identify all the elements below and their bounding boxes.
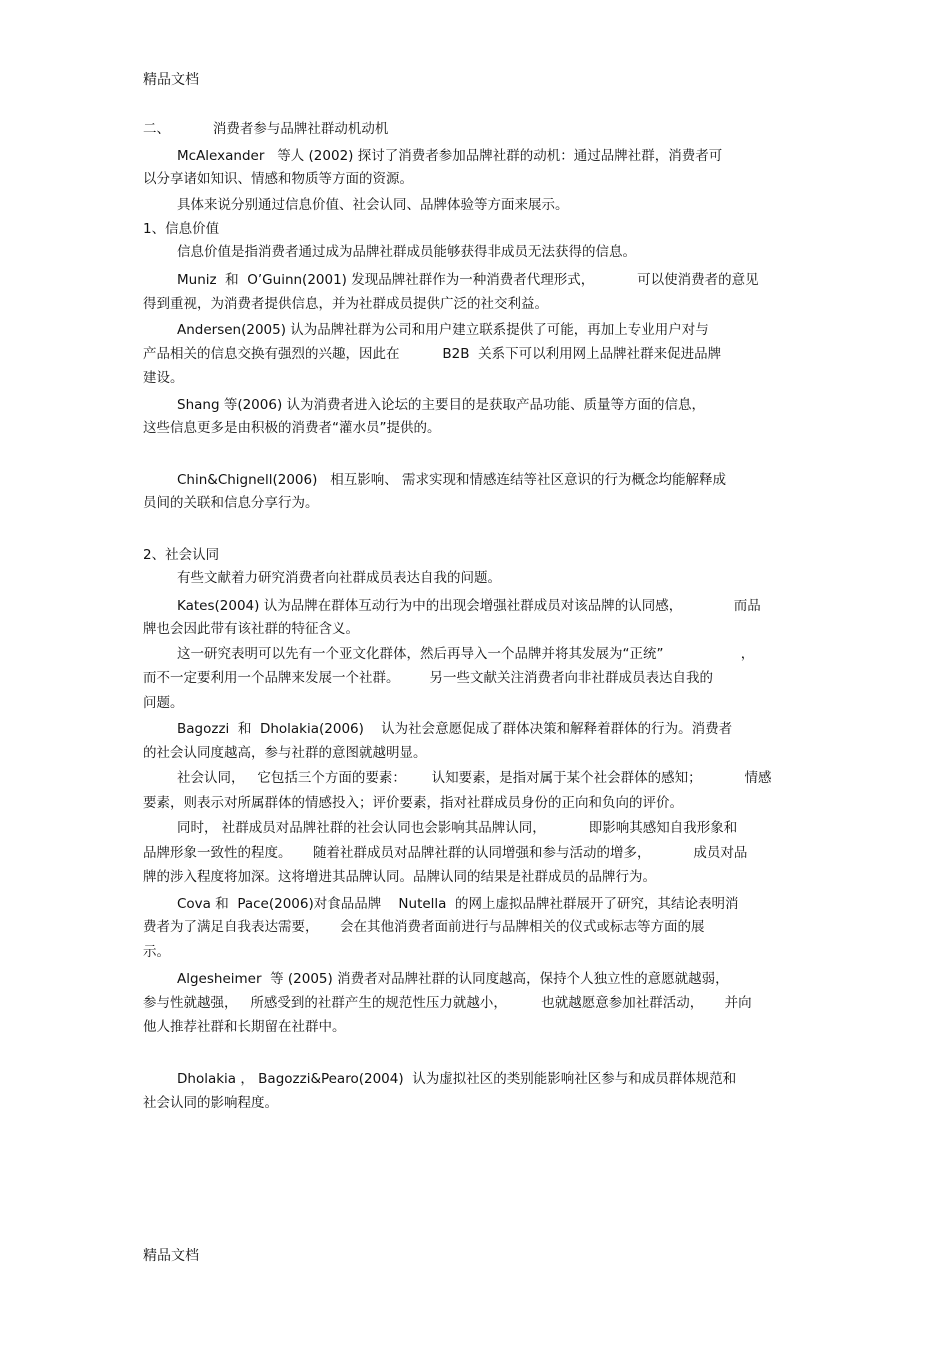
- paragraph-line: Andersen(2005) 认为品牌社群为公司和用户建立联系提供了可能，再加上专业用户对与: [177, 322, 709, 338]
- paragraph-line: 社会认同， 它包括三个方面的要素： 认知要素，是指对属于某个社会群体的感知； 情感: [177, 770, 772, 786]
- paragraph-line: Cova 和 Pace(2006)对食品品牌 Nutella 的网上虚拟品牌社群展开了研究，其结论表明消: [177, 896, 739, 912]
- paragraph-line: 以分享诸如知识、情感和物质等方面的资源。: [143, 171, 413, 187]
- paragraph-line: 他人推荐社群和长期留在社群中。: [143, 1019, 346, 1035]
- paragraph-line: Chin&Chignell(2006) 相互影响、 需求实现和情感连结等社区意识的行为概念均能解释成: [177, 472, 727, 488]
- paragraph-line: 牌的涉入程度将加深。这将增进其品牌认同。品牌认同的结果是社群成员的品牌行为。: [143, 869, 656, 885]
- page-footer: 精品文档: [143, 1248, 199, 1264]
- subsection-heading: 2、社会认同: [143, 547, 220, 563]
- paragraph-line: 要素，则表示对所属群体的情感投入；评价要素，指对社群成员身份的正向和负向的评价。: [143, 795, 683, 811]
- paragraph-line: Bagozzi 和 Dholakia(2006) 认为社会意愿促成了群体决策和解释着群体的行为。消费者: [177, 721, 733, 737]
- paragraph-line: Shang 等(2006) 认为消费者进入论坛的主要目的是获取产品功能、质量等方面的信息，: [177, 397, 705, 413]
- paragraph-line: 而不一定要利用一个品牌来发展一个社群。 另一些文献关注消费者向非社群成员表达自我的: [143, 670, 714, 686]
- paragraph-line: Kates(2004) 认为品牌在群体互动行为中的出现会增强社群成员对该品牌的认同感， 而品: [177, 598, 761, 614]
- paragraph-line: Dholakia ， Bagozzi&Pearo(2004) 认为虚拟社区的类别能影响社区参与和成员群体规范和: [177, 1071, 737, 1087]
- paragraph-line: McAlexander 等人 (2002) 探讨了消费者参加品牌社群的动机：通过品牌社群，消费者可: [177, 148, 723, 164]
- paragraph-line: 产品相关的信息交换有强烈的兴趣，因此在 B2B 关系下可以利用网上品牌社群来促进品牌: [143, 346, 722, 362]
- paragraph-line: 具体来说分别通过信息价值、社会认同、品牌体验等方面来展示。: [177, 197, 569, 213]
- paragraph-line: 的社会认同度越高，参与社群的意图就越明显。: [143, 745, 427, 761]
- paragraph-line: Muniz 和 O’Guinn(2001) 发现品牌社群作为一种消费者代理形式， 可以使消费者的意见: [177, 272, 759, 288]
- paragraph-line: 示。: [143, 944, 170, 960]
- paragraph-line: 问题。: [143, 695, 184, 711]
- paragraph-line: 费者为了满足自我表达需要， 会在其他消费者面前进行与品牌相关的仪式或标志等方面的展: [143, 919, 705, 935]
- paragraph-line: 有些文献着力研究消费者向社群成员表达自我的问题。: [177, 570, 501, 586]
- paragraph-line: 员间的关联和信息分享行为。: [143, 495, 319, 511]
- paragraph-line: Algesheimer 等 (2005) 消费者对品牌社群的认同度越高，保持个人独立性的意愿就越弱，: [177, 971, 729, 987]
- section-heading: 二、 消费者参与品牌社群动机动机: [143, 121, 389, 137]
- paragraph-line: 建设。: [143, 370, 184, 386]
- paragraph-line: 同时， 社群成员对品牌社群的社会认同也会影响其品牌认同， 即影响其感知自我形象和: [177, 820, 738, 836]
- paragraph-line: 社会认同的影响程度。: [143, 1095, 278, 1111]
- paragraph-line: 牌也会因此带有该社群的特征含义。: [143, 621, 359, 637]
- paragraph-line: 品牌形象一致性的程度。 随着社群成员对品牌社群的认同增强和参与活动的增多， 成员对品: [143, 845, 748, 861]
- paragraph-line: 得到重视，为消费者提供信息，并为社群成员提供广泛的社交利益。: [143, 296, 548, 312]
- paragraph-line: 这一研究表明可以先有一个亚文化群体，然后再导入一个品牌并将其发展为“正统” ，: [177, 646, 755, 662]
- page-header: 精品文档: [143, 72, 199, 88]
- subsection-heading: 1、信息价值: [143, 221, 220, 237]
- paragraph-line: 这些信息更多是由积极的消费者“灌水员”提供的。: [143, 420, 441, 436]
- paragraph-line: 信息价值是指消费者通过成为品牌社群成员能够获得非成员无法获得的信息。: [177, 244, 636, 260]
- paragraph-line: 参与性就越强， 所感受到的社群产生的规范性压力就越小， 也就越愿意参加社群活动， 并向: [143, 995, 752, 1011]
